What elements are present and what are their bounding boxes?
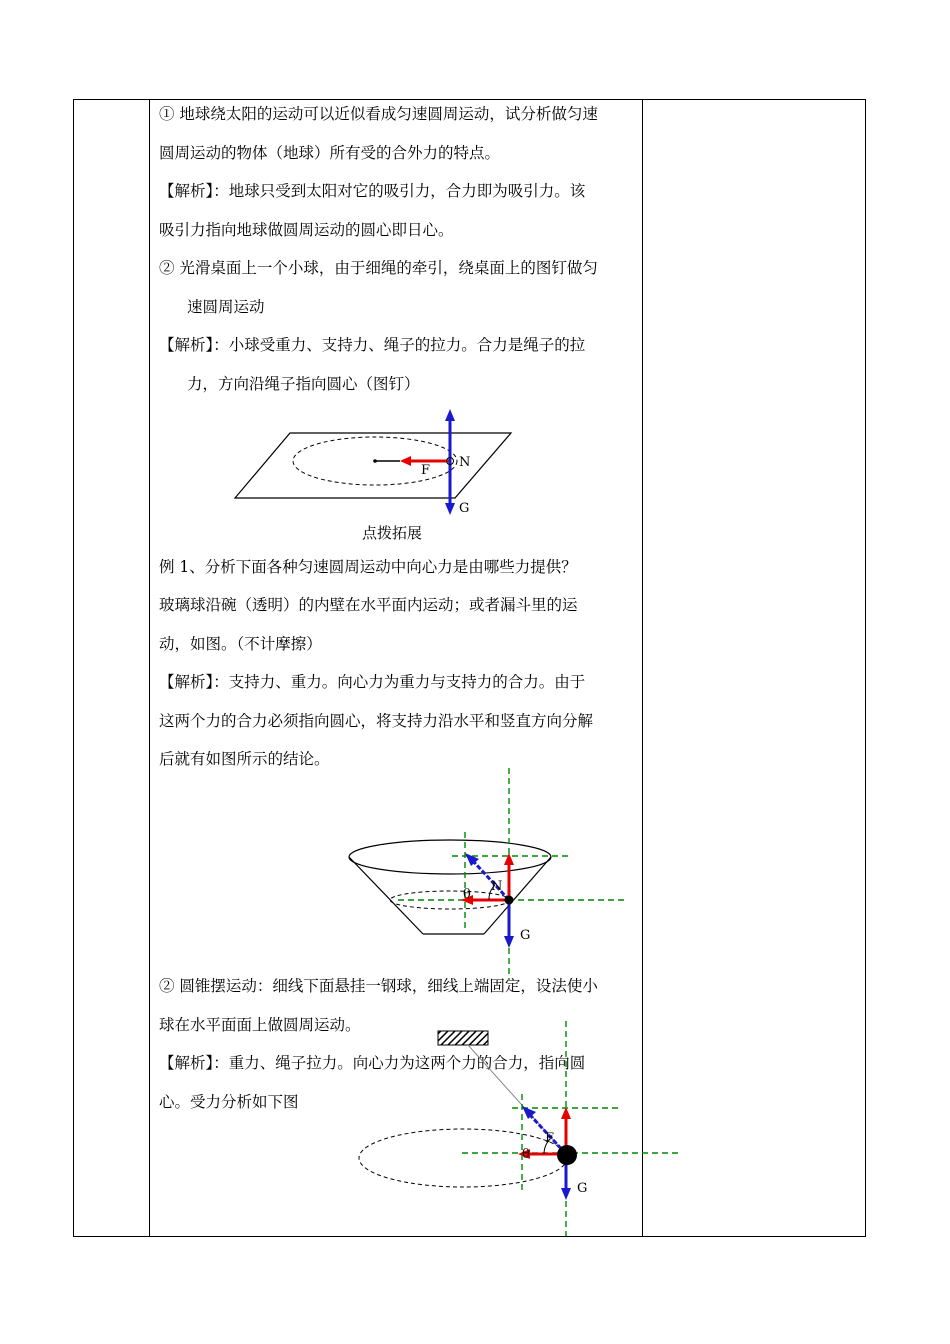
label-g-pendulum: G (577, 1181, 588, 1196)
a4-line1: 【解析】：重力、绳子拉力。向心力为这两个力的合力，指向圆 (159, 1054, 586, 1072)
ceiling-support (438, 1031, 488, 1045)
q3-line1: ② 圆锥摆运动：细线下面悬挂一钢球，细线上端固定，设法使小 (159, 977, 598, 995)
q1-line2: 圆周运动的物体（地球）所有受的合外力的特点。 (159, 144, 501, 162)
ex1-line3: 动，如图。（不计摩擦） (159, 635, 322, 653)
label-f-pendulum: F (545, 1131, 555, 1146)
label-theta-funnel: θ (463, 887, 471, 902)
label-g-funnel: G (520, 928, 531, 943)
a3-line3: 后就有如图所示的结论。 (159, 750, 330, 768)
label-f: F (421, 463, 431, 478)
q1-line1: ① 地球绕太阳的运动可以近似看成匀速圆周运动，试分析做匀速 (159, 105, 598, 123)
a2-line1: 【解析】：小球受重力、支持力、绳子的拉力。合力是绳子的拉 (159, 336, 586, 354)
a4-line2: 心。受力分析如下图 (159, 1093, 299, 1111)
q2-line1: ② 光滑桌面上一个小球，由于细绳的牵引，绕桌面上的图钉做匀 (159, 259, 598, 277)
a3-line1: 【解析】：支持力、重力。向心力为重力与支持力的合力。由于 (159, 673, 586, 691)
a3-line2: 这两个力的合力必须指向圆心，将支持力沿水平和竖直方向分解 (159, 712, 594, 730)
q2-line2: 速圆周运动 (187, 298, 265, 316)
a2-line2: 力，方向沿绳子指向圆心（图钉） (187, 375, 420, 393)
q3-line2: 球在水平面面上做圆周运动。 (159, 1016, 361, 1034)
a1-line2: 吸引力指向地球做圆周运动的圆心即日心。 (159, 221, 454, 239)
label-n: N (459, 455, 471, 470)
ex1-line2: 玻璃球沿碗（透明）的内壁在水平面内运动；或者漏斗里的运 (159, 596, 578, 614)
label-g: G (459, 501, 470, 516)
section-title: 点拨拓展 (362, 524, 423, 542)
a1-line1: 【解析】：地球只受到太阳对它的吸引力，合力即为吸引力。该 (159, 182, 586, 200)
ex1-line1: 例 1、分析下面各种匀速圆周运动中向心力是由哪些力提供？ (159, 558, 577, 576)
label-n-funnel: N (491, 879, 503, 894)
label-theta-pendulum: θ (522, 1147, 530, 1162)
